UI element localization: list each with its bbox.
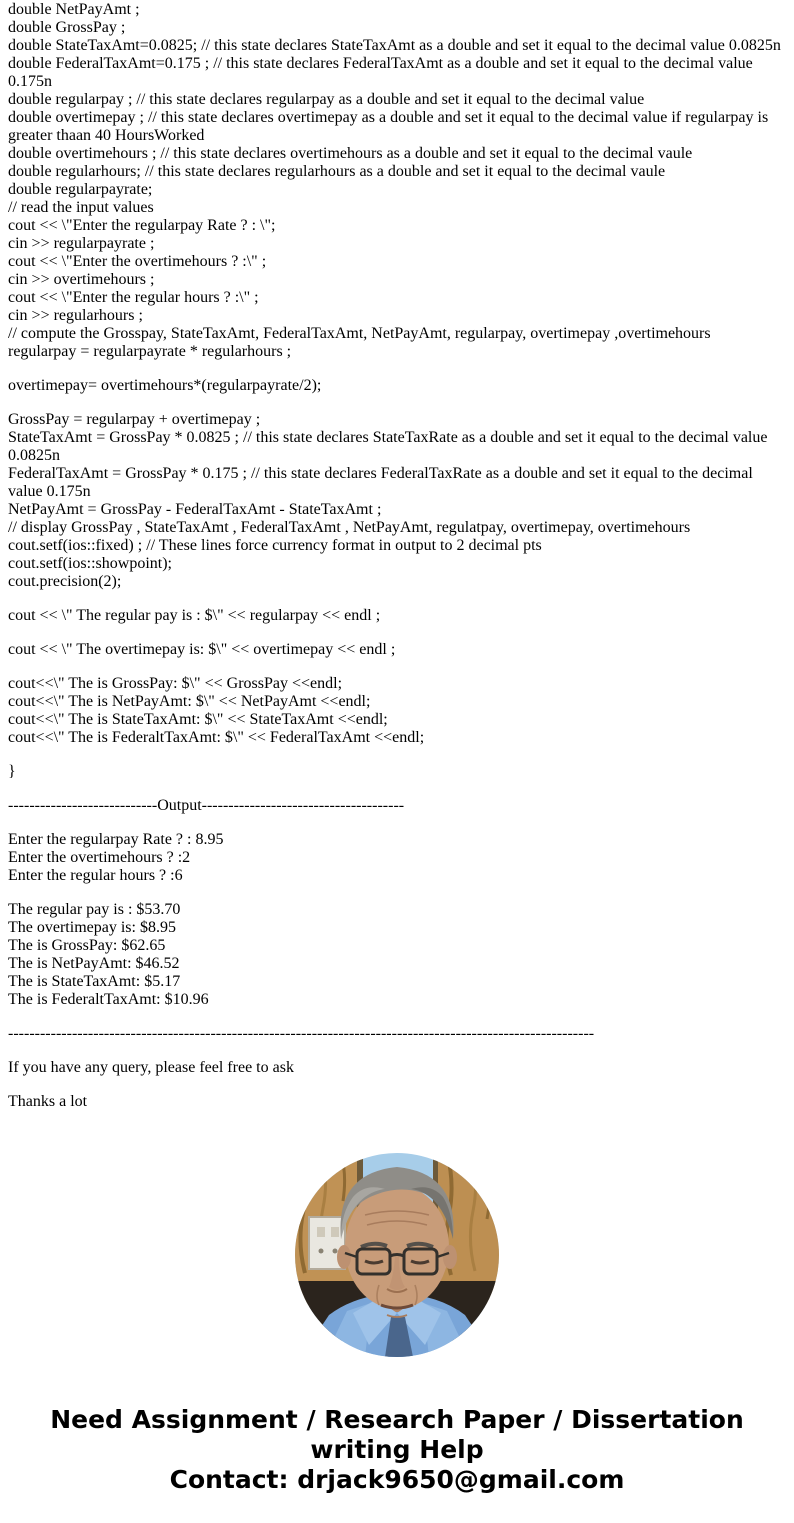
text-line: cout<<\" The is FederaltTaxAmt: $\" << FederalTaxAmt <<endl; xyxy=(8,729,425,746)
blank-line xyxy=(8,1043,786,1059)
blank-line xyxy=(8,395,786,411)
promo-banner xyxy=(0,1405,794,1495)
avatar-container xyxy=(0,1153,794,1357)
text-line: cout<<\" The is StateTaxAmt: $\" << StateTaxAmt <<endl; xyxy=(8,711,388,728)
blank-line xyxy=(8,659,786,675)
text-line: cout << \"Enter the regular hours ? :\" ; xyxy=(8,289,259,306)
blank-line xyxy=(8,781,786,797)
text-line: The regular pay is : $53.70 xyxy=(8,901,181,918)
text-line: double GrossPay ; xyxy=(8,19,126,36)
text-line: // compute the Grosspay, StateTaxAmt, FederalTaxAmt, NetPayAmt, regularpay, overtimepay ,overtimehours xyxy=(8,325,711,342)
text-line: If you have any query, please feel free to ask xyxy=(8,1059,294,1076)
blank-line xyxy=(8,1077,786,1093)
text-line: Enter the regular hours ? :6 xyxy=(8,867,183,884)
text-line: Thanks a lot xyxy=(8,1093,88,1110)
blank-line xyxy=(8,591,786,607)
blank-line xyxy=(8,625,786,641)
text-line: The is StateTaxAmt: $5.17 xyxy=(8,973,181,990)
blank-line xyxy=(8,885,786,901)
text-line: The is NetPayAmt: $46.52 xyxy=(8,955,180,972)
text-line: regularpay = regularpayrate * regularhours ; xyxy=(8,343,292,360)
text-line: FederalTaxAmt = GrossPay * 0.175 ; // this state declares FederalTaxRate as a double and set it equal to the decimal xyxy=(8,465,753,482)
blank-line xyxy=(8,815,786,831)
text-line: double FederalTaxAmt=0.175 ; // this state declares FederalTaxAmt as a double and set it equal to the decimal value xyxy=(8,55,753,72)
text-line: double StateTaxAmt=0.0825; // this state declares StateTaxAmt as a double and set it equal to the decimal value 0.0825n xyxy=(8,37,781,54)
text-line: -------------------------------------------------------------------------------------------------------------- xyxy=(8,1025,595,1042)
text-line: cout << \"Enter the regularpay Rate ? : \"; xyxy=(8,217,276,234)
tutor-avatar-photo xyxy=(295,1153,499,1357)
text-line: cin >> regularpayrate ; xyxy=(8,235,155,252)
text-line: double regularpayrate; xyxy=(8,181,153,198)
text-line: 0.0825n xyxy=(8,447,60,464)
text-line: The is GrossPay: $62.65 xyxy=(8,937,166,954)
text-line: ----------------------------Output-------------------------------------- xyxy=(8,797,405,814)
text-line: cout << \"Enter the overtimehours ? :\" ; xyxy=(8,253,267,270)
text-line: cout<<\" The is GrossPay: $\" << GrossPay <<endl; xyxy=(8,675,343,692)
text-line: GrossPay = regularpay + overtimepay ; xyxy=(8,411,261,428)
text-line: Enter the overtimehours ? :2 xyxy=(8,849,191,866)
text-line: cout<<\" The is NetPayAmt: $\" << NetPayAmt <<endl; xyxy=(8,693,371,710)
text-line: The is FederaltTaxAmt: $10.96 xyxy=(8,991,209,1008)
text-line: cin >> overtimehours ; xyxy=(8,271,155,288)
text-line: greater thaan 40 HoursWorked xyxy=(8,127,205,144)
text-line: double NetPayAmt ; xyxy=(8,1,140,18)
text-line: NetPayAmt = GrossPay - FederalTaxAmt - StateTaxAmt ; xyxy=(8,501,382,518)
promo-heading-line1: Need Assignment / Research Paper / Dissertation xyxy=(50,1405,744,1434)
promo-contact-email: Contact: drjack9650@gmail.com xyxy=(169,1465,625,1494)
blank-line xyxy=(8,361,786,377)
text-line: Enter the regularpay Rate ? : 8.95 xyxy=(8,831,224,848)
text-line: cout.precision(2); xyxy=(8,573,122,590)
text-line: double overtimepay ; // this state declares overtimepay as a double and set it equal to the decimal value if regularpay is xyxy=(8,109,769,126)
text-line: double regularpay ; // this state declares regularpay as a double and set it equal to the decimal value xyxy=(8,91,645,108)
text-line: 0.175n xyxy=(8,73,52,90)
text-line: cout << \" The regular pay is : $\" << regularpay << endl ; xyxy=(8,607,381,624)
blank-line xyxy=(8,1009,786,1025)
text-line: cout.setf(ios::fixed) ; // These lines force currency format in output to 2 decimal pts xyxy=(8,537,542,554)
text-line: cout << \" The overtimepay is: $\" << overtimepay << endl ; xyxy=(8,641,396,658)
text-line: The overtimepay is: $8.95 xyxy=(8,919,176,936)
promo-heading-line2: writing Help xyxy=(310,1435,484,1464)
text-line: // read the input values xyxy=(8,199,154,216)
text-line: } xyxy=(8,763,16,780)
text-line: cout.setf(ios::showpoint); xyxy=(8,555,172,572)
text-line: double regularhours; // this state declares regularhours as a double and set it equal to the decimal vaule xyxy=(8,163,666,180)
text-line: overtimepay= overtimehours*(regularpayrate/2); xyxy=(8,377,322,394)
text-line: value 0.175n xyxy=(8,483,91,500)
text-line: double overtimehours ; // this state declares overtimehours as a double and set it equal to the decimal vaule xyxy=(8,145,693,162)
blank-line xyxy=(8,747,786,763)
text-line: cin >> regularhours ; xyxy=(8,307,143,324)
text-line: StateTaxAmt = GrossPay * 0.0825 ; // this state declares StateTaxRate as a double and set it equal to the decimal value xyxy=(8,429,768,446)
text-line: // display GrossPay , StateTaxAmt , FederalTaxAmt , NetPayAmt, regulatpay, overtimepay, overtimehours xyxy=(8,519,691,536)
